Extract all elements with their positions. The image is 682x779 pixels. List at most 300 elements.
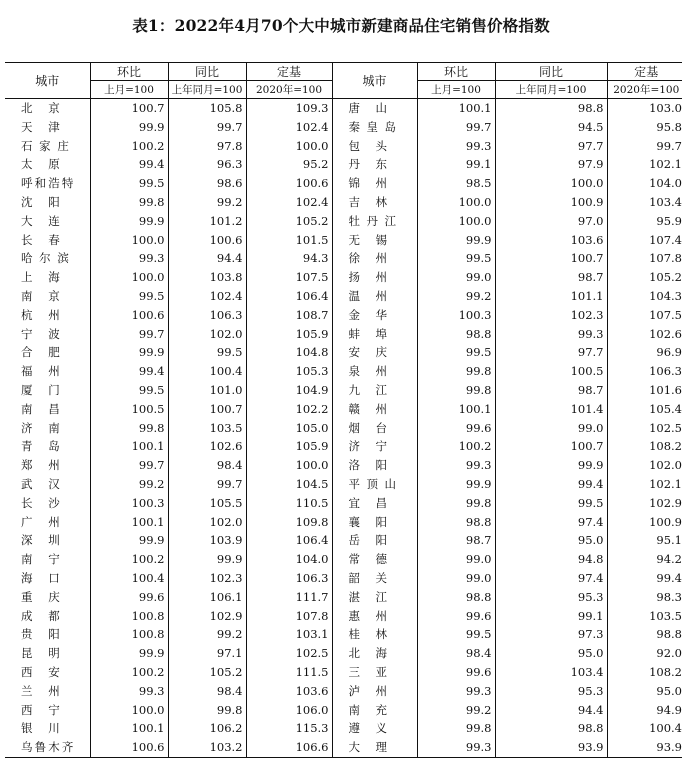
fixed-value: 106.0 <box>246 701 332 720</box>
yoy-value: 100.6 <box>168 231 246 250</box>
fixed-value: 105.9 <box>246 325 332 344</box>
mom-value: 98.4 <box>417 644 495 663</box>
mom-value: 100.8 <box>90 625 168 644</box>
city-label: 武 汉 <box>21 476 60 491</box>
city-name <box>332 99 417 118</box>
yoy-value: 94.4 <box>168 249 246 268</box>
city-label: 石 家 庄 <box>21 138 69 153</box>
city-label: 厦 门 <box>21 382 60 397</box>
yoy-value: 100.9 <box>495 193 607 212</box>
table-row <box>5 249 682 268</box>
city-name <box>5 400 90 419</box>
city-label: 长 沙 <box>21 495 60 510</box>
table-row <box>5 607 682 626</box>
city-name <box>5 494 90 513</box>
mom-header-left: 环比 <box>90 63 168 81</box>
city-label: 包 头 <box>348 138 387 153</box>
mom-value: 99.8 <box>90 419 168 438</box>
mom-value: 99.2 <box>90 475 168 494</box>
yoy-value: 102.6 <box>168 437 246 456</box>
fixed-value: 98.3 <box>607 588 682 607</box>
table-row <box>5 381 682 400</box>
mom-value: 100.2 <box>90 663 168 682</box>
fixed-value: 108.2 <box>607 437 682 456</box>
city-label: 西 宁 <box>21 702 60 717</box>
table-row <box>5 362 682 381</box>
city-label: 哈 尔 滨 <box>21 251 69 266</box>
mom-value: 99.6 <box>417 419 495 438</box>
yoy-value: 103.5 <box>168 419 246 438</box>
yoy-value: 94.8 <box>495 550 607 569</box>
mom-value: 99.4 <box>90 155 168 174</box>
yoy-value: 101.2 <box>168 212 246 231</box>
yoy-value: 99.4 <box>495 475 607 494</box>
mom-value: 99.9 <box>90 531 168 550</box>
fixed-value: 95.1 <box>607 531 682 550</box>
fixed-value: 106.6 <box>246 738 332 757</box>
city-label: 徐 州 <box>348 251 387 266</box>
city-label: 赣 州 <box>348 401 387 416</box>
mom-value: 99.9 <box>417 475 495 494</box>
yoy-header-right: 同比 <box>495 63 607 81</box>
mom-value: 100.8 <box>90 607 168 626</box>
table-row <box>5 118 682 137</box>
yoy-value: 101.4 <box>495 400 607 419</box>
city-name <box>5 682 90 701</box>
city-name <box>5 137 90 156</box>
city-label: 唐 山 <box>348 101 387 115</box>
yoy-value: 97.8 <box>168 137 246 156</box>
table-row <box>5 193 682 212</box>
fixed-header-left: 定基 <box>246 63 332 81</box>
city-name <box>5 663 90 682</box>
city-label: 宜 昌 <box>348 495 387 510</box>
city-label: 秦 皇 岛 <box>348 119 396 134</box>
yoy-value: 99.1 <box>495 607 607 626</box>
city-label: 温 州 <box>348 288 387 303</box>
mom-value: 99.7 <box>90 456 168 475</box>
city-name <box>332 306 417 325</box>
city-name <box>5 249 90 268</box>
table-row <box>5 174 682 193</box>
table-row <box>5 682 682 701</box>
fixed-value: 102.2 <box>246 400 332 419</box>
city-name <box>332 513 417 532</box>
city-label: 太 原 <box>21 157 60 172</box>
city-label: 济 宁 <box>348 439 387 454</box>
city-name <box>332 456 417 475</box>
city-name <box>5 381 90 400</box>
city-label: 三 亚 <box>348 664 387 679</box>
city-name <box>332 475 417 494</box>
city-label: 大 理 <box>348 740 387 755</box>
city-label: 成 都 <box>21 608 60 623</box>
city-label: 合 肥 <box>21 345 60 360</box>
mom-value: 99.2 <box>417 287 495 306</box>
mom-header-right: 环比 <box>417 63 495 81</box>
mom-value: 100.0 <box>90 268 168 287</box>
city-name <box>332 437 417 456</box>
city-label: 牡 丹 江 <box>348 213 396 228</box>
mom-value: 99.8 <box>417 381 495 400</box>
yoy-value: 100.4 <box>168 362 246 381</box>
yoy-value: 105.8 <box>168 99 246 118</box>
mom-base-right: 上月=100 <box>417 81 495 99</box>
fixed-value: 102.9 <box>607 494 682 513</box>
city-name <box>5 456 90 475</box>
fixed-value: 110.5 <box>246 494 332 513</box>
city-name <box>332 419 417 438</box>
table-row <box>5 212 682 231</box>
mom-value: 100.2 <box>90 550 168 569</box>
table-row <box>5 325 682 344</box>
yoy-value: 99.2 <box>168 193 246 212</box>
city-name <box>5 419 90 438</box>
mom-value: 99.2 <box>417 701 495 720</box>
fixed-value: 95.9 <box>607 212 682 231</box>
mom-value: 100.7 <box>90 99 168 118</box>
table-row <box>5 419 682 438</box>
city-name <box>5 362 90 381</box>
city-name <box>332 325 417 344</box>
city-name <box>332 625 417 644</box>
fixed-value: 107.5 <box>607 306 682 325</box>
fixed-value: 107.8 <box>246 607 332 626</box>
city-name <box>5 531 90 550</box>
yoy-value: 98.4 <box>168 682 246 701</box>
city-label: 北 京 <box>21 101 60 115</box>
fixed-value: 94.9 <box>607 701 682 720</box>
mom-value: 100.2 <box>90 137 168 156</box>
city-name <box>5 437 90 456</box>
fixed-value: 95.2 <box>246 155 332 174</box>
city-label: 大 连 <box>21 213 60 228</box>
city-label: 重 庆 <box>21 589 60 604</box>
mom-value: 100.6 <box>90 306 168 325</box>
yoy-value: 95.3 <box>495 588 607 607</box>
mom-value: 99.5 <box>90 174 168 193</box>
city-label: 扬 州 <box>348 270 387 285</box>
city-name <box>332 400 417 419</box>
table-row <box>5 719 682 738</box>
mom-value: 100.0 <box>90 701 168 720</box>
fixed-value: 107.4 <box>607 231 682 250</box>
fixed-value: 95.8 <box>607 118 682 137</box>
yoy-value: 98.8 <box>495 719 607 738</box>
fixed-value: 104.0 <box>607 174 682 193</box>
mom-value: 100.3 <box>417 306 495 325</box>
city-name <box>5 287 90 306</box>
mom-value: 99.8 <box>417 494 495 513</box>
mom-value: 99.0 <box>417 550 495 569</box>
mom-value: 100.6 <box>90 738 168 757</box>
fixed-value: 102.5 <box>246 644 332 663</box>
fixed-value: 105.3 <box>246 362 332 381</box>
city-name <box>332 174 417 193</box>
fixed-value: 106.4 <box>246 287 332 306</box>
fixed-value: 105.4 <box>607 400 682 419</box>
city-label: 常 德 <box>348 552 387 567</box>
city-label: 长 春 <box>21 232 60 247</box>
mom-value: 100.1 <box>417 400 495 419</box>
fixed-base-left: 2020年=100 <box>246 81 332 99</box>
fixed-value: 106.3 <box>607 362 682 381</box>
city-name <box>5 174 90 193</box>
city-name <box>332 531 417 550</box>
yoy-value: 103.6 <box>495 231 607 250</box>
table-row <box>5 268 682 287</box>
yoy-value: 99.3 <box>495 325 607 344</box>
city-name <box>5 607 90 626</box>
city-name <box>332 494 417 513</box>
fixed-value: 102.4 <box>246 118 332 137</box>
city-name <box>332 343 417 362</box>
yoy-value: 103.9 <box>168 531 246 550</box>
yoy-value: 103.8 <box>168 268 246 287</box>
city-label: 丹 东 <box>348 157 387 172</box>
mom-value: 99.7 <box>90 325 168 344</box>
city-label: 昆 明 <box>21 646 60 661</box>
city-label: 沈 阳 <box>21 194 60 209</box>
city-label: 泸 州 <box>348 683 387 698</box>
city-label: 西 安 <box>21 664 60 679</box>
city-label: 乌 鲁 木 齐 <box>21 740 74 755</box>
mom-value: 98.8 <box>417 325 495 344</box>
fixed-value: 108.2 <box>607 663 682 682</box>
mom-base-left: 上月=100 <box>90 81 168 99</box>
fixed-value: 107.8 <box>607 249 682 268</box>
city-label: 金 华 <box>348 307 387 322</box>
fixed-value: 103.0 <box>607 99 682 118</box>
mom-value: 98.7 <box>417 531 495 550</box>
mom-value: 99.6 <box>417 663 495 682</box>
city-label: 呼 和 浩 特 <box>21 176 74 191</box>
yoy-value: 99.2 <box>168 625 246 644</box>
table-row <box>5 531 682 550</box>
mom-value: 100.0 <box>417 212 495 231</box>
city-label: 吉 林 <box>348 194 387 209</box>
fixed-value: 105.2 <box>607 268 682 287</box>
fixed-value: 109.8 <box>246 513 332 532</box>
fixed-value: 100.0 <box>246 137 332 156</box>
table-row <box>5 287 682 306</box>
city-name <box>5 588 90 607</box>
city-name <box>332 155 417 174</box>
price-index-table <box>5 62 682 758</box>
city-name <box>332 738 417 757</box>
yoy-value: 100.5 <box>495 362 607 381</box>
yoy-base-left: 上年同月=100 <box>168 81 246 99</box>
yoy-value: 105.5 <box>168 494 246 513</box>
mom-value: 99.3 <box>90 682 168 701</box>
fixed-value: 105.9 <box>246 437 332 456</box>
yoy-value: 96.3 <box>168 155 246 174</box>
yoy-value: 98.7 <box>495 268 607 287</box>
city-name <box>332 682 417 701</box>
city-label: 银 川 <box>21 721 60 736</box>
city-label: 蚌 埠 <box>348 326 387 341</box>
city-label: 青 岛 <box>21 439 60 454</box>
yoy-value: 99.5 <box>495 494 607 513</box>
table-row <box>5 513 682 532</box>
city-label: 贵 阳 <box>21 627 60 642</box>
table-row <box>5 475 682 494</box>
mom-value: 99.8 <box>417 362 495 381</box>
yoy-value: 106.2 <box>168 719 246 738</box>
fixed-value: 100.0 <box>246 456 332 475</box>
city-name <box>5 193 90 212</box>
city-name <box>332 719 417 738</box>
yoy-value: 99.7 <box>168 475 246 494</box>
city-label: 安 庆 <box>348 345 387 360</box>
city-label: 郑 州 <box>21 458 60 473</box>
city-name <box>5 118 90 137</box>
city-label: 平 顶 山 <box>348 476 396 491</box>
mom-value: 99.8 <box>90 193 168 212</box>
fixed-value: 102.1 <box>607 155 682 174</box>
yoy-value: 95.3 <box>495 682 607 701</box>
city-label: 海 口 <box>21 570 60 585</box>
table-row <box>5 231 682 250</box>
mom-value: 99.5 <box>90 381 168 400</box>
yoy-value: 99.9 <box>168 550 246 569</box>
mom-value: 99.9 <box>90 212 168 231</box>
city-name <box>332 644 417 663</box>
yoy-value: 93.9 <box>495 738 607 757</box>
city-label: 南 宁 <box>21 552 60 567</box>
city-name <box>332 362 417 381</box>
yoy-value: 101.1 <box>495 287 607 306</box>
yoy-header-left: 同比 <box>168 63 246 81</box>
city-label: 天 津 <box>21 119 60 134</box>
fixed-value: 99.4 <box>607 569 682 588</box>
city-label: 洛 阳 <box>348 458 387 473</box>
city-name <box>332 137 417 156</box>
yoy-value: 97.7 <box>495 137 607 156</box>
city-label: 韶 关 <box>348 570 387 585</box>
yoy-value: 102.0 <box>168 325 246 344</box>
fixed-value: 105.2 <box>246 212 332 231</box>
city-name <box>332 249 417 268</box>
city-header-left: 城市 <box>5 63 90 99</box>
fixed-value: 103.5 <box>607 607 682 626</box>
table-title: 表1：2022年4月70个大中城市新建商品住宅销售价格指数 <box>132 16 550 35</box>
yoy-value: 94.5 <box>495 118 607 137</box>
table-row <box>5 625 682 644</box>
mom-value: 99.4 <box>90 362 168 381</box>
mom-value: 100.1 <box>90 437 168 456</box>
mom-value: 99.5 <box>417 343 495 362</box>
fixed-value: 99.7 <box>607 137 682 156</box>
fixed-value: 104.0 <box>246 550 332 569</box>
table-row <box>5 569 682 588</box>
fixed-value: 111.5 <box>246 663 332 682</box>
city-name <box>5 212 90 231</box>
fixed-value: 104.5 <box>246 475 332 494</box>
fixed-value: 102.1 <box>607 475 682 494</box>
city-label: 遵 义 <box>348 721 387 736</box>
fixed-value: 93.9 <box>607 738 682 757</box>
city-label: 岳 阳 <box>348 533 387 548</box>
yoy-value: 99.8 <box>168 701 246 720</box>
city-name <box>5 306 90 325</box>
table-row <box>5 155 682 174</box>
mom-value: 99.5 <box>417 249 495 268</box>
yoy-value: 95.0 <box>495 531 607 550</box>
yoy-value: 106.3 <box>168 306 246 325</box>
fixed-value: 100.6 <box>246 174 332 193</box>
fixed-value: 106.4 <box>246 531 332 550</box>
yoy-value: 106.1 <box>168 588 246 607</box>
yoy-value: 103.4 <box>495 663 607 682</box>
table-row <box>5 588 682 607</box>
city-name <box>332 287 417 306</box>
fixed-value: 100.9 <box>607 513 682 532</box>
fixed-value: 104.9 <box>246 381 332 400</box>
yoy-value: 97.7 <box>495 343 607 362</box>
mom-value: 100.1 <box>90 513 168 532</box>
yoy-value: 97.4 <box>495 513 607 532</box>
city-label: 宁 波 <box>21 326 60 341</box>
mom-value: 100.1 <box>90 719 168 738</box>
yoy-value: 102.0 <box>168 513 246 532</box>
city-name <box>332 381 417 400</box>
mom-value: 100.2 <box>417 437 495 456</box>
city-label: 锦 州 <box>348 176 387 191</box>
city-name <box>332 550 417 569</box>
mom-value: 99.6 <box>417 607 495 626</box>
yoy-value: 99.5 <box>168 343 246 362</box>
mom-value: 98.8 <box>417 513 495 532</box>
table-row <box>5 137 682 156</box>
yoy-value: 100.7 <box>495 437 607 456</box>
city-name <box>5 513 90 532</box>
mom-value: 99.3 <box>417 456 495 475</box>
city-name <box>332 588 417 607</box>
yoy-value: 100.7 <box>168 400 246 419</box>
fixed-header-right: 定基 <box>607 63 682 81</box>
table-row <box>5 494 682 513</box>
yoy-value: 98.6 <box>168 174 246 193</box>
table-row <box>5 738 682 757</box>
fixed-value: 101.6 <box>607 381 682 400</box>
fixed-base-right: 2020年=100 <box>607 81 682 99</box>
yoy-value: 98.7 <box>495 381 607 400</box>
city-label: 桂 林 <box>348 627 387 642</box>
city-name <box>332 569 417 588</box>
city-label: 湛 江 <box>348 589 387 604</box>
mom-value: 99.3 <box>417 738 495 757</box>
city-name <box>5 719 90 738</box>
mom-value: 100.3 <box>90 494 168 513</box>
fixed-value: 102.5 <box>607 419 682 438</box>
city-label: 北 海 <box>348 646 387 661</box>
fixed-value: 102.4 <box>246 193 332 212</box>
city-name <box>332 607 417 626</box>
yoy-value: 98.8 <box>495 99 607 118</box>
table-row <box>5 437 682 456</box>
mom-value: 100.1 <box>417 99 495 118</box>
yoy-value: 101.0 <box>168 381 246 400</box>
table-row <box>5 99 682 118</box>
table-row <box>5 701 682 720</box>
yoy-value: 100.7 <box>495 249 607 268</box>
table-body <box>5 99 682 758</box>
yoy-value: 97.1 <box>168 644 246 663</box>
city-name <box>5 738 90 757</box>
fixed-value: 95.0 <box>607 682 682 701</box>
yoy-value: 100.0 <box>495 174 607 193</box>
